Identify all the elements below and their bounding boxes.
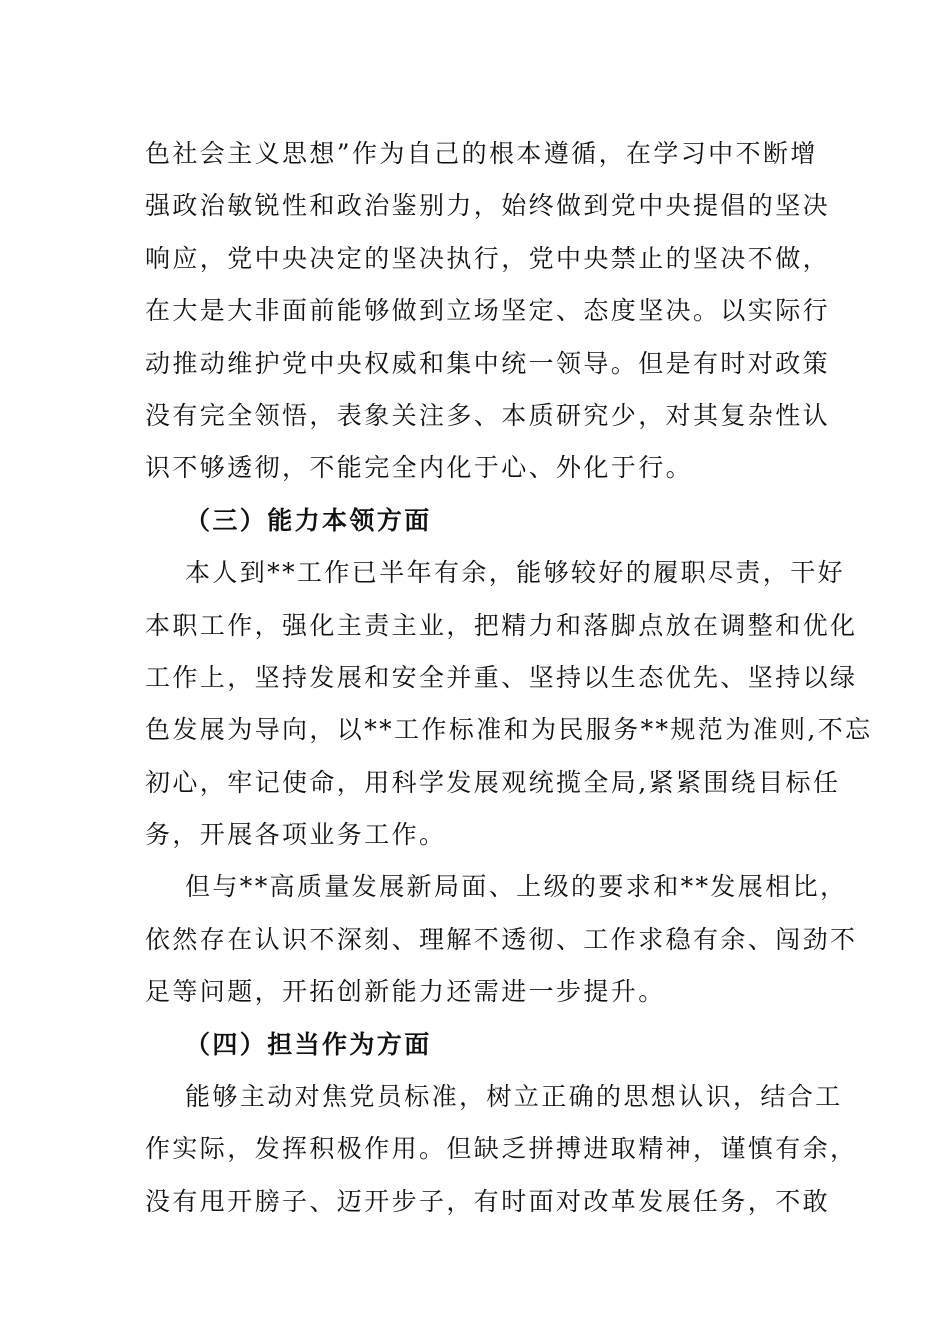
paragraph-section4-1 xyxy=(145,1071,858,1228)
text-line: 色社会主义思想”作为自己的根本遵循，在学习中不断增 xyxy=(145,139,818,168)
text-line: 动推动维护党中央权威和集中统一领导。但是有时对政策 xyxy=(145,348,831,378)
text-line: 足等问题，开拓创新能力还需进一步提升。 xyxy=(145,977,666,1007)
text-line: 依然存在认识不深刻、理解不透彻、工作求稳有余、闯劲不 xyxy=(145,924,858,954)
text-line: 务，开展各项业务工作。 xyxy=(145,820,447,850)
paragraph-section3-1 xyxy=(145,547,873,861)
section-heading-ability: （三）能力本领方面 xyxy=(185,505,432,535)
text-line: 本人到**工作已半年有余，能够较好的履职尽责，干好 xyxy=(185,558,846,588)
text-line: 强政治敏锐性和政治鉴别力，始终做到党中央提倡的坚决 xyxy=(145,191,831,221)
text-line: 响应，党中央决定的坚决执行，党中央禁止的坚决不做， xyxy=(145,243,831,273)
text-line: 能够主动对焦党员标准，树立正确的思想认识，结合工 xyxy=(185,1082,843,1112)
text-line: 初心，牢记使命，用科学发展观统揽全局,紧紧围绕目标任 xyxy=(145,767,841,797)
section-heading-responsibility: （四）担当作为方面 xyxy=(185,1029,432,1059)
text-line: 色发展为导向，以**工作标准和为民服务**规范为准则,不忘 xyxy=(145,715,873,745)
paragraph-section2-tail xyxy=(145,128,831,495)
text-line: 识不够透彻，不能完全内化于心、外化于行。 xyxy=(145,453,694,483)
text-line: 工作上，坚持发展和安全并重、坚持以生态优先、坚持以绿 xyxy=(145,662,858,692)
paragraph-section3-2 xyxy=(145,861,858,1018)
document-page xyxy=(145,128,873,1228)
text-line: 但与**高质量发展新局面、上级的要求和**发展相比， xyxy=(185,872,848,902)
text-line: 在大是大非面前能够做到立场坚定、态度坚决。以实际行 xyxy=(145,296,831,326)
text-line: 本职工作，强化主责主业，把精力和落脚点放在调整和优化 xyxy=(145,610,858,640)
text-line: 作实际，发挥积极作用。但缺乏拼搏进取精神，谨慎有余， xyxy=(145,1134,858,1164)
text-line: 没有甩开膀子、迈开步子，有时面对改革发展任务，不敢 xyxy=(145,1186,831,1216)
text-line: 没有完全领悟，表象关注多、本质研究少，对其复杂性认 xyxy=(145,400,831,430)
